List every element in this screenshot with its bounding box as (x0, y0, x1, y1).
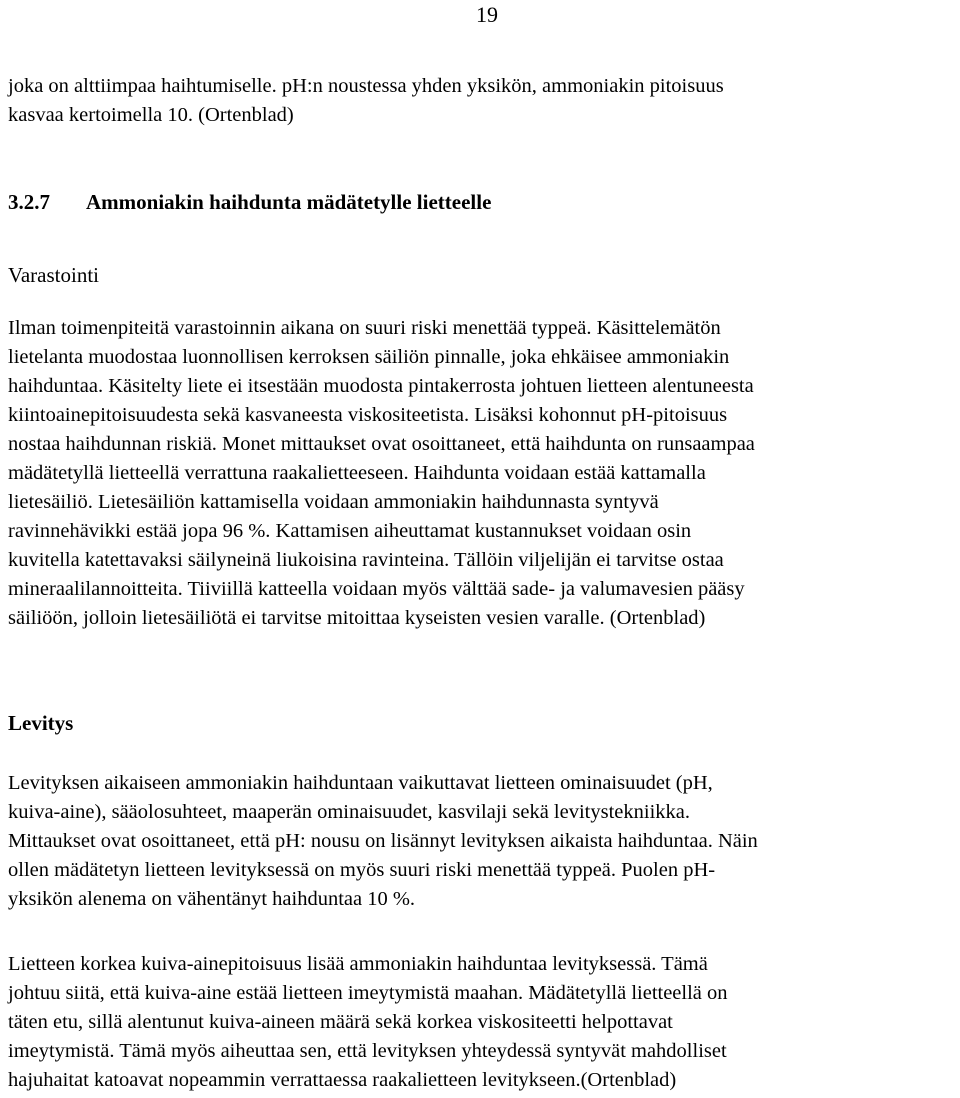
text-line: säiliöön, jolloin lietesäiliötä ei tarvitse mitoittaa kyseisten vesien varalle. (Ortenblad) (8, 607, 706, 629)
text-line: kiintoainepitoisuudesta sekä kasvaneesta viskositeetista. Lisäksi kohonnut pH-pitoisuus (8, 404, 728, 426)
text-line: täten etu, sillä alentunut kuiva-aineen määrä sekä korkea viskositeetti helpottavat (8, 1011, 673, 1033)
text-line: mineraalilannoitteita. Tiiviillä katteella voidaan myös välttää sade- ja valumavesien pääsy (8, 578, 745, 600)
text-line: haihduntaa. Käsitelty liete ei itsestään muodosta pintakerrosta johtuen lietteen alentuneesta (8, 375, 754, 397)
text-line: hajuhaitat katoavat nopeammin verrattaessa raakalietteen levitykseen.(Ortenblad) (8, 1069, 677, 1091)
text-line: Levityksen aikaiseen ammoniakin haihduntaan vaikuttavat lietteen ominaisuudet (pH, (8, 772, 713, 794)
section-title: Ammoniakin haihdunta mädätetylle lietteelle (86, 190, 492, 214)
text-line: lietelanta muodostaa luonnollisen kerroksen säiliön pinnalle, joka ehkäisee ammoniakin (8, 346, 730, 368)
subheading-levitys: Levitys (8, 711, 74, 735)
page-number: 19 (476, 2, 498, 27)
text-line: kasvaa kertoimella 10. (Ortenblad) (8, 104, 294, 126)
text-line: ravinnehävikki estää jopa 96 %. Kattamisen aiheuttamat kustannukset voidaan osin (8, 520, 692, 542)
levitys-paragraph-2 (8, 950, 956, 1095)
section-heading (8, 188, 491, 217)
text-line: joka on alttiimpaa haihtumiselle. pH:n noustessa yhden yksikön, ammoniakin pitoisuus (8, 75, 724, 97)
text-line: mädätetyllä lietteellä verrattuna raakalietteeseen. Haihdunta voidaan estää kattamalla (8, 462, 706, 484)
text-line: yksikön alenema on vähentänyt haihduntaa 10 %. (8, 888, 416, 910)
text-line: johtuu siitä, että kuiva-aine estää lietteen imeytymistä maahan. Mädätetyllä lietteellä on (8, 982, 728, 1004)
text-line: lietesäiliö. Lietesäiliön kattamisella voidaan ammoniakin haihdunnasta syntyvä (8, 491, 659, 513)
section-number: 3.2.7 (8, 190, 50, 214)
text-line: Ilman toimenpiteitä varastoinnin aikana on suuri riski menettää typpeä. Käsittelemätön (8, 317, 721, 339)
text-line: imeytymistä. Tämä myös aiheuttaa sen, että levityksen yhteydessä syntyvät mahdolliset (8, 1040, 727, 1062)
text-line: nostaa haihdunnan riskiä. Monet mittaukset ovat osoittaneet, että haihdunta on runsaampaa (8, 433, 755, 455)
varastointi-paragraph (8, 314, 956, 633)
subheading-varastointi: Varastointi (8, 263, 99, 287)
intro-paragraph (8, 72, 956, 130)
text-line: ollen mädätetyn lietteen levityksessä on myös suuri riski menettää typpeä. Puolen pH- (8, 859, 716, 881)
text-line: Lietteen korkea kuiva-ainepitoisuus lisää ammoniakin haihduntaa levityksessä. Tämä (8, 953, 708, 975)
text-line: kuiva-aine), sääolosuhteet, maaperän ominaisuudet, kasvilaji sekä levitystekniikka. (8, 801, 690, 823)
text-line: kuvitella katettavaksi säilyneinä liukoisina ravinteina. Tällöin viljelijän ei tarvitse ostaa (8, 549, 724, 571)
levitys-paragraph-1 (8, 769, 956, 914)
text-line: Mittaukset ovat osoittaneet, että pH: nousu on lisännyt levityksen aikaista haihduntaa. Näin (8, 830, 758, 852)
